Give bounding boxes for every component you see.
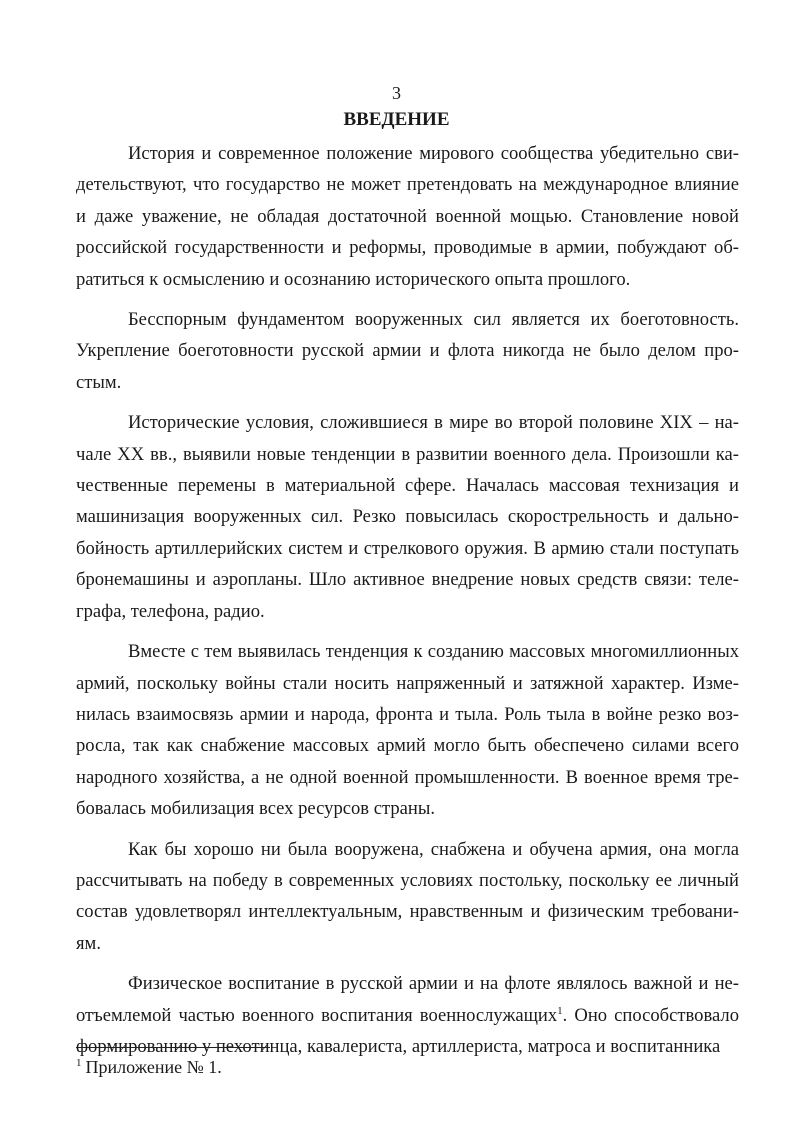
paragraph: Бесспорным фундаментом вооруженных сил является их боеготовность. Укрепление боеготовности русской армии и флота никогда не было делом простым.: [76, 309, 739, 393]
footnote-divider: [76, 1047, 270, 1048]
paragraph: Вместе с тем выявилась тенденция к созданию массовых многомиллионных армий, поскольку войны стали носить напряженный и затяжной характер. Изменилась взаимосвязь армии и народа, фронта и тыла. Роль тыла в войне резко возросла, так как снабжение массовых армий могло быть обеспечено силами всего народного хозяйства, а не одной военной промышленности. В военное время требовалась мобилизация всех ресурсов страны.: [76, 641, 739, 820]
paragraph-text-start: Физическое воспитание в русской армии и на флоте являлось важной и неотъемлемой частью военного воспитания военнослужащих: [76, 973, 739, 1026]
body-text: [76, 138, 739, 1071]
footnote: [76, 1056, 676, 1078]
paragraph: Как бы хорошо ни была вооружена, снабжена и обучена армия, она могла рассчитывать на победу в современных условиях постольку, поскольку ее личный состав удовлетворял интеллектуальным, нравственным и физическим требованиям.: [76, 838, 739, 954]
paragraph: История и современное положение мирового сообщества убедительно свидетельствуют, что государство не может претендовать на международное влияние и даже уважение, не обладая достаточной военной мощью. Становление новой российской государственности и реформы, проводимые в армии, побуждают обратиться к осмыслению и осознанию исторического опыта прошлого.: [76, 143, 739, 290]
section-heading: ВВЕДЕНИЕ: [343, 109, 450, 130]
footnote-text: Приложение № 1.: [85, 1057, 222, 1077]
paragraph-with-footnote-ref: [76, 968, 739, 1062]
footnote-mark: 1: [76, 1057, 82, 1069]
footnote-ref-mark[interactable]: 1: [557, 1004, 563, 1017]
paragraph: Исторические условия, сложившиеся в мире во второй половине XIX – начале XX вв., выявили новые тенденции в развитии военного дела. Произошли качественные перемены в материальной сфере. Началась массовая технизация и машинизация вооруженных сил. Резко повысилась скорострельность и дальнобойность артиллерийских систем и стрелкового оружия. В армию стали поступать бронемашины и аэропланы. Шло активное внедрение новых средств связи: телеграфа, телефона, радио.: [76, 412, 739, 622]
page-number: 3: [392, 83, 401, 103]
paragraph-text-end: . Оно способствовало формированию у пехотинца, кавалериста, артиллериста, матроса и воспитанника: [76, 1004, 739, 1057]
